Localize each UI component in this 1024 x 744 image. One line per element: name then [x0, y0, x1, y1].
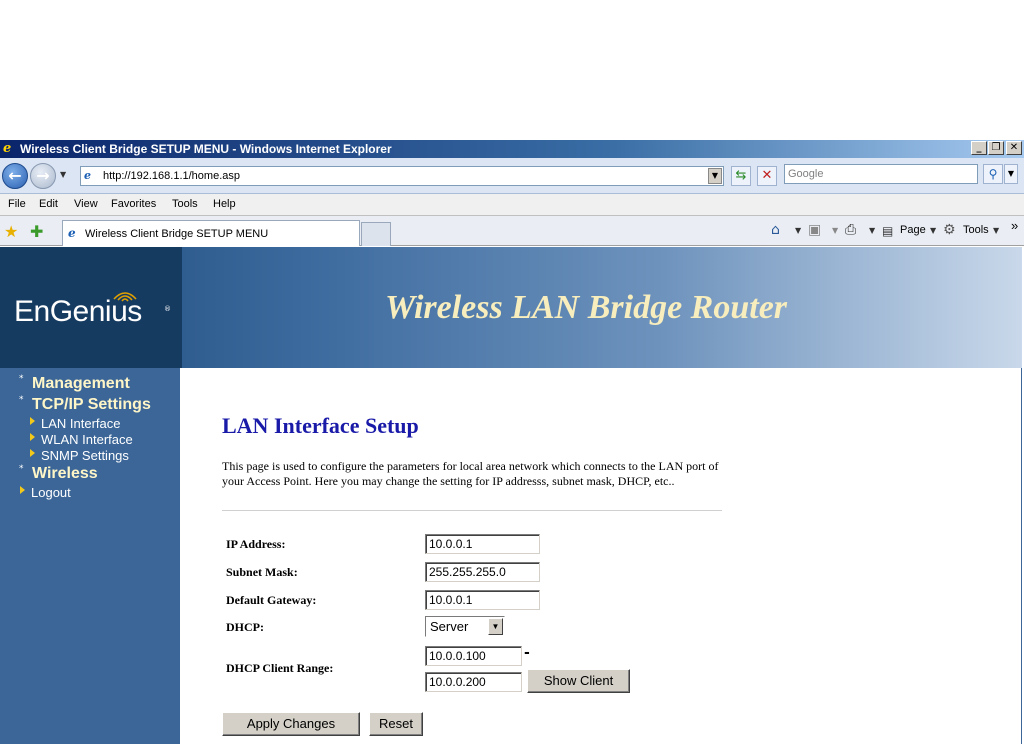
print-dropdown-icon[interactable]: ▼	[869, 226, 876, 235]
page-menu-icon[interactable]: ▤	[882, 224, 894, 238]
sidebar-item-management[interactable]: Management	[32, 375, 130, 392]
restore-button[interactable]: ❐	[988, 141, 1004, 155]
bullet-icon: *	[19, 464, 24, 474]
search-input[interactable]: Google	[784, 164, 978, 184]
feeds-dropdown-icon[interactable]: ▼	[832, 226, 839, 235]
engenius-logo: EnGenius	[14, 295, 142, 328]
tab-label: Wireless Client Bridge SETUP MENU	[85, 228, 269, 240]
dhcp-range-start-input[interactable]: 10.0.0.100	[425, 646, 522, 666]
add-favorite-icon[interactable]: ✚	[30, 222, 44, 241]
apply-changes-button[interactable]: Apply Changes	[222, 712, 360, 736]
address-field[interactable]	[80, 166, 724, 186]
sidebar-item-wlan-interface[interactable]: WLAN Interface	[41, 432, 133, 447]
default-gateway-input[interactable]: 10.0.0.1	[425, 590, 540, 610]
more-commands-chevron[interactable]: »	[1011, 218, 1019, 233]
tab-page-icon: e	[68, 226, 76, 240]
registered-mark: ®	[164, 305, 171, 313]
search-options-dropdown-icon[interactable]: ▼	[1004, 164, 1018, 184]
tools-dropdown-icon[interactable]: ▼	[993, 226, 1000, 235]
favorites-star-icon[interactable]: ★	[4, 222, 19, 241]
address-dropdown-icon[interactable]: ▼	[708, 168, 722, 184]
reset-button[interactable]: Reset	[369, 712, 423, 736]
address-url[interactable]: http://192.168.1.1/home.asp	[103, 170, 240, 182]
arrow-icon	[20, 486, 25, 494]
banner-title: Wireless LAN Bridge Router	[385, 289, 788, 326]
dhcp-label: DHCP:	[226, 620, 264, 634]
arrow-icon	[30, 449, 35, 457]
blank-area-above-window	[0, 0, 1024, 140]
bullet-icon: *	[19, 395, 24, 405]
menu-bar	[0, 194, 1024, 216]
right-border	[1021, 368, 1022, 744]
logo-panel	[0, 247, 182, 368]
page-menu[interactable]: Page	[900, 224, 926, 236]
sidebar-item-logout[interactable]: Logout	[31, 485, 71, 500]
arrow-icon	[30, 433, 35, 441]
ip-address-input[interactable]: 10.0.0.1	[425, 534, 540, 554]
home-dropdown-icon[interactable]: ▼	[795, 226, 802, 235]
bullet-icon: *	[19, 374, 24, 384]
menu-edit[interactable]: Edit	[39, 198, 58, 210]
refresh-icon[interactable]: ⇆	[731, 166, 751, 186]
menu-tools[interactable]: Tools	[172, 198, 198, 210]
search-icon[interactable]: ⚲	[983, 164, 1003, 184]
range-separator: -	[524, 645, 530, 661]
dhcp-range-end-input[interactable]: 10.0.0.200	[425, 672, 522, 692]
page-description: This page is used to configure the parameters for local area network which connects to the LAN port of your Access Point. Here you may change the setting for IP addresss, subnet mask, DHCP, etc..	[222, 459, 719, 488]
feeds-icon[interactable]: ▣	[808, 222, 822, 238]
subnet-mask-input[interactable]: 255.255.255.0	[425, 562, 540, 582]
tools-menu[interactable]: Tools	[963, 224, 989, 236]
stop-icon[interactable]: ✕	[757, 166, 777, 186]
tab-bar	[0, 216, 1024, 246]
header-banner	[0, 247, 1022, 368]
print-icon[interactable]: ⎙	[845, 222, 857, 238]
arrow-icon	[30, 417, 35, 425]
back-button[interactable]: ←	[2, 163, 28, 189]
divider	[222, 510, 722, 511]
page-icon: e	[84, 169, 91, 182]
sidebar-item-tcpip[interactable]: TCP/IP Settings	[32, 396, 151, 413]
dhcp-selected-value: Server	[430, 619, 469, 634]
menu-favorites[interactable]: Favorites	[111, 198, 157, 210]
ip-address-label: IP Address:	[226, 537, 286, 551]
show-client-button[interactable]: Show Client	[527, 669, 630, 693]
forward-button[interactable]: →	[30, 163, 56, 189]
page-title: LAN Interface Setup	[222, 413, 419, 438]
gear-icon[interactable]: ⚙	[943, 222, 956, 238]
sidebar-item-snmp-settings[interactable]: SNMP Settings	[41, 448, 129, 463]
home-icon[interactable]: ⌂	[771, 222, 780, 238]
dhcp-client-range-label: DHCP Client Range:	[226, 661, 334, 675]
tab-active[interactable]	[62, 220, 360, 246]
menu-help[interactable]: Help	[213, 198, 236, 210]
new-tab-button[interactable]	[361, 222, 391, 246]
history-dropdown-icon[interactable]: ▼	[60, 170, 67, 179]
sidebar-item-wireless[interactable]: Wireless	[32, 465, 98, 482]
page-content	[0, 247, 1024, 744]
address-toolbar	[0, 158, 1024, 194]
page-dropdown-icon[interactable]: ▼	[930, 226, 937, 235]
chevron-down-icon[interactable]: ▼	[488, 618, 503, 635]
close-window-button[interactable]: ✕	[1006, 141, 1022, 155]
default-gateway-label: Default Gateway:	[226, 593, 317, 607]
subnet-mask-label: Subnet Mask:	[226, 565, 298, 579]
sidebar	[0, 368, 180, 744]
minimize-button[interactable]: _	[971, 141, 987, 155]
menu-file[interactable]: File	[8, 198, 26, 210]
window-title-bar	[0, 140, 1024, 158]
menu-view[interactable]: View	[74, 198, 98, 210]
sidebar-item-lan-interface[interactable]: LAN Interface	[41, 416, 121, 431]
internet-explorer-icon: e	[3, 141, 12, 156]
window-title: Wireless Client Bridge SETUP MENU - Windows Internet Explorer	[20, 142, 392, 156]
dhcp-select[interactable]	[425, 616, 505, 637]
